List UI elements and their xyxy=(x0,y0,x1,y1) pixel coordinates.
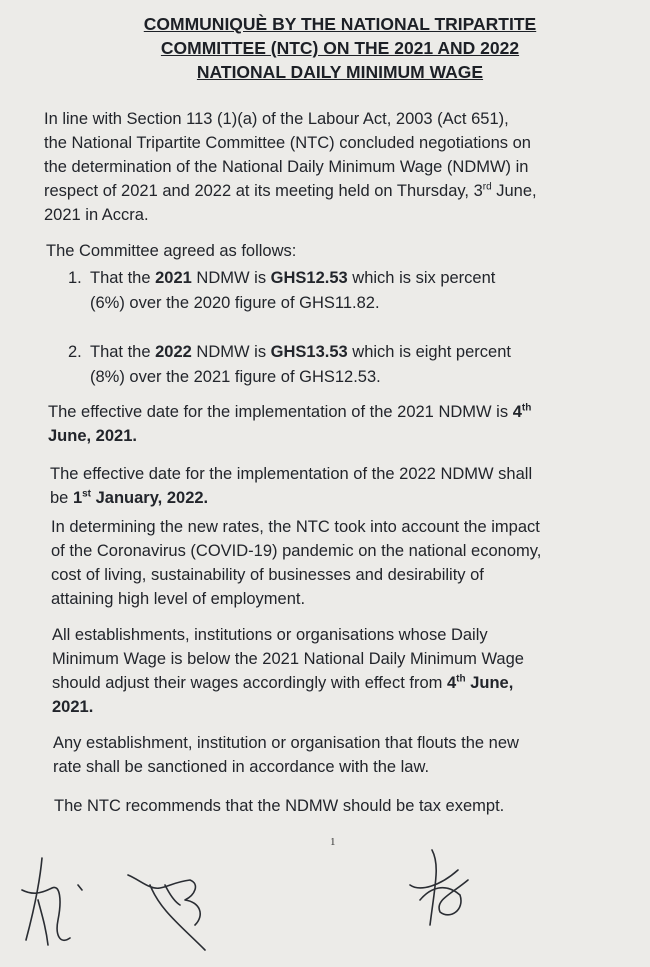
effective-2021-superscript: th xyxy=(521,402,532,414)
intro-line-4-text: respect of 2021 and 2022 at its meeting held on Thursday, 3 xyxy=(44,182,483,200)
agreed-intro: The Committee agreed as follows: xyxy=(46,242,297,260)
list-item-text: That the xyxy=(90,269,156,287)
list-item-1-line-1 xyxy=(68,266,495,291)
establishments-line-1: All establishments, institutions or organisations whose Daily xyxy=(52,626,488,644)
signatures xyxy=(0,840,650,965)
sanction-line-2: rate shall be sanctioned in accordance with the law. xyxy=(53,758,430,776)
intro-line-3: the determination of the National Daily Minimum Wage (NDMW) in xyxy=(44,158,529,176)
list-item xyxy=(68,340,511,390)
intro-line-2: the National Tripartite Committee (NTC) concluded negotiations on xyxy=(44,134,531,152)
establishments-line-2: Minimum Wage is below the 2021 National Daily Minimum Wage xyxy=(52,650,524,668)
intro-paragraph xyxy=(44,107,537,227)
signature-3 xyxy=(410,850,468,925)
tax-recommendation: The NTC recommends that the NDMW should be tax exempt. xyxy=(54,797,505,815)
establishments-superscript: th xyxy=(456,673,466,685)
intro-superscript: rd xyxy=(482,181,492,193)
effective-2021-day: 4 xyxy=(512,403,522,421)
effective-2022-line-1: The effective date for the implementation of the 2022 NDMW shall xyxy=(50,465,533,483)
determination-line-4: attaining high level of employment. xyxy=(51,590,306,608)
effective-2022-text: be xyxy=(50,489,73,507)
effective-2022-paragraph xyxy=(50,462,532,510)
list-item-number: 1. xyxy=(68,269,82,287)
effective-2022-line-2 xyxy=(50,486,532,510)
effective-2021-date: June, 2021. xyxy=(48,427,137,445)
effective-2022-day: 1 xyxy=(72,489,83,507)
list-item-text: NDMW is xyxy=(191,343,271,361)
effective-2022-superscript: st xyxy=(82,488,92,500)
determination-line-2: of the Coronavirus (COVID-19) pandemic on the national economy, xyxy=(51,542,542,560)
list-item-1-line-2: (6%) over the 2020 figure of GHS11.82. xyxy=(90,294,380,312)
effective-2021-paragraph xyxy=(48,400,531,448)
list-item-year: 2021 xyxy=(155,269,192,287)
determination-line-1: In determining the new rates, the NTC took into account the impact xyxy=(51,518,540,536)
effective-2022-date: January, 2022. xyxy=(91,489,209,507)
sanction-line-1: Any establishment, institution or organisation that flouts the new xyxy=(53,734,519,752)
establishments-line-4 xyxy=(52,695,524,719)
intro-line-1: In line with Section 113 (1)(a) of the Labour Act, 2003 (Act 651), xyxy=(44,110,509,128)
signature-1 xyxy=(22,858,82,945)
establishments-month: June, xyxy=(465,674,514,692)
list-item-text: NDMW is xyxy=(191,269,271,287)
sanction-paragraph xyxy=(53,731,519,779)
list-item-number: 2. xyxy=(68,343,82,361)
list-item-amount: GHS12.53 xyxy=(270,269,348,287)
intro-line-4-end: June, xyxy=(491,182,537,200)
establishments-line-3 xyxy=(52,671,524,695)
title-line-3: NATIONAL DAILY MINIMUM WAGE xyxy=(196,62,484,82)
list-item-2-line-1 xyxy=(68,340,511,365)
title-line-1: COMMUNIQUÈ BY THE NATIONAL TRIPARTITE xyxy=(143,14,537,34)
title-line-2: COMMITTEE (NTC) ON THE 2021 AND 2022 xyxy=(160,38,520,58)
list-item-text: which is eight percent xyxy=(347,343,511,361)
list-item-year: 2022 xyxy=(155,343,192,361)
establishments-text: should adjust their wages accordingly with effect from xyxy=(52,674,447,692)
list-item-2-line-2: (8%) over the 2021 figure of GHS12.53. xyxy=(90,368,381,386)
effective-2021-text: The effective date for the implementation of the 2021 NDMW is xyxy=(48,403,513,421)
page-number: 1 xyxy=(330,836,336,848)
establishments-paragraph xyxy=(52,623,524,719)
list-item-text: That the xyxy=(90,343,156,361)
list-item-text: which is six percent xyxy=(347,269,496,287)
intro-line-5: 2021 in Accra. xyxy=(44,206,149,224)
establishments-year: 2021. xyxy=(52,698,94,716)
signature-2 xyxy=(128,875,205,950)
intro-line-4 xyxy=(44,179,537,203)
determination-paragraph xyxy=(51,515,541,611)
determination-line-3: cost of living, sustainability of businesses and desirability of xyxy=(51,566,484,584)
document-title xyxy=(40,12,640,84)
effective-2021-line-2 xyxy=(48,424,531,448)
establishments-day: 4 xyxy=(446,674,457,692)
list-item xyxy=(68,266,495,316)
list-item-amount: GHS13.53 xyxy=(270,343,348,361)
effective-2021-line-1 xyxy=(48,400,531,424)
